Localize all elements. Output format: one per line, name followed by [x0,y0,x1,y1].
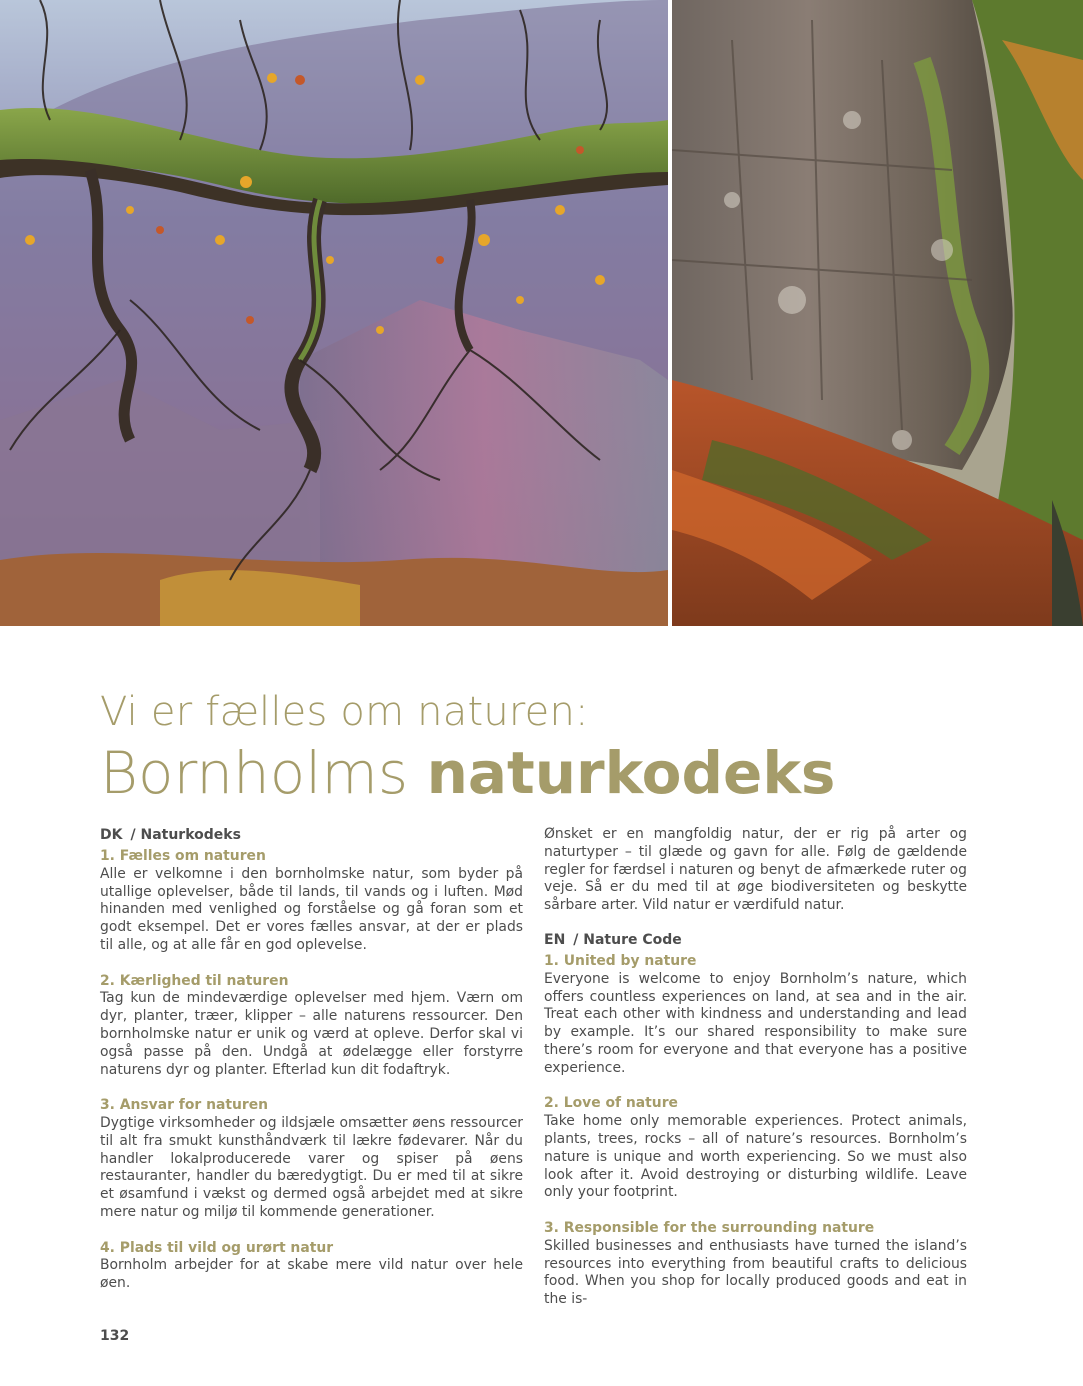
dk-section-title: 4. Plads til vild og urørt natur [100,1239,334,1256]
mossy-branch-illustration [0,0,668,626]
en-section-2 [544,1095,967,1202]
photo-mossy-oak-branch [0,0,668,626]
dk-section-text: Tag kun de mindeværdige oplevelser med hjem. Værn om dyr, planter, træer, klipper – alle naturens ressourcer. Den bornholmske natur er unik og værd at opleve. Derfor skal vi også passe på den. Undgå at ødelægge eller forstyrre naturens dyr og planter. Efterlad kun dit fodaftryk. [100,990,523,1078]
dk-section-1 [100,848,523,955]
headline-line1: Vi er fælles om naturen: [100,689,589,735]
en-label: / Nature Code [573,931,682,948]
column-left [100,826,523,1293]
photo-rock-wall-autumn [672,0,1083,626]
rock-wall-illustration [672,0,1083,626]
en-heading [544,931,967,949]
dk-section-title: 3. Ansvar for naturen [100,1097,269,1114]
dk-section-4 [100,1240,523,1293]
dk-section-text: Bornholm arbejder for at skabe mere vild natur over hele øen. [100,1257,523,1292]
en-section-text: Everyone is welcome to enjoy Bornholm’s nature, which offers countless experiences on land, at sea and in the air. Treat each other with kindness and understanding and lead by example. It’s our shared responsibility to make sure there’s room for everyone and that everyone has a positive experience. [544,970,967,1076]
column-right [544,826,967,1309]
dk-section-2 [100,973,523,1080]
dk-section-4-continued: Ønsket er en mangfoldig natur, der er rig på arter og naturtyper – til glæde og gavn for alle. Følg de gældende regler for færdsel i naturen og benyt de afmærkede ruter og veje. Så er du med til at øge biodiversiteten og beskytte sårbare arter. Vild natur er værdifuld natur. [544,826,967,914]
dk-section-title: 1. Fælles om naturen [100,848,266,864]
en-section-1 [544,953,967,1078]
dk-section-title: 2. Kærlighed til naturen [100,972,289,989]
headline [100,688,980,808]
en-section-title: 2. Love of nature [544,1095,678,1112]
headline-line2-light: Bornholms [100,739,427,807]
headline-line2-bold: naturkodeks [426,739,836,807]
page-number: 132 [100,1328,130,1344]
en-section-title: 1. United by nature [544,952,697,969]
dk-section-3 [100,1097,523,1222]
headline-line2 [100,738,980,808]
dk-lang: DK [100,827,123,843]
en-section-title: 3. Responsible for the surrounding nature [544,1219,875,1236]
en-section-text: Skilled businesses and enthusiasts have turned the island’s resources into everything from beautiful crafts to delicious food. When you shop for locally produced goods and eat in the is- [544,1237,967,1308]
column-gap [544,915,967,931]
dk-label: / Naturkodeks [130,827,241,843]
photo-row [0,0,1083,626]
dk-heading [100,826,523,844]
en-section-text: Take home only memorable experiences. Protect animals, plants, trees, rocks – all of nature’s resources. Bornholm’s nature is unique and worth experiencing. So we must also look after it. Avoid destroying or disturbing wildlife. Leave only your footprint. [544,1113,967,1201]
dk-section-text: Alle er velkomne i den bornholmske natur, som byder på utallige oplevelser, både til lands, til vands og i luften. Mød hinanden med venlighed og forståelse og gå foran som et godt eksempel. Det er vores fælles ansvar, at der er plads til alle, og at alle får en god oplevelse. [100,865,523,953]
en-lang: EN [544,931,566,948]
en-section-3 [544,1220,967,1309]
dk-section-text: Dygtige virksomheder og ildsjæle omsætter øens ressourcer til alt fra smukt kunsthåndværk til lækre fødevarer. Når du handler lokalproducerede varer og spiser på øens restauranter, handler du bæredygtigt. Du er med til at sikre et øsamfund i vækst og dermed også arbejdet med at sikre mere natur og miljø til kommende generationer. [100,1114,523,1220]
